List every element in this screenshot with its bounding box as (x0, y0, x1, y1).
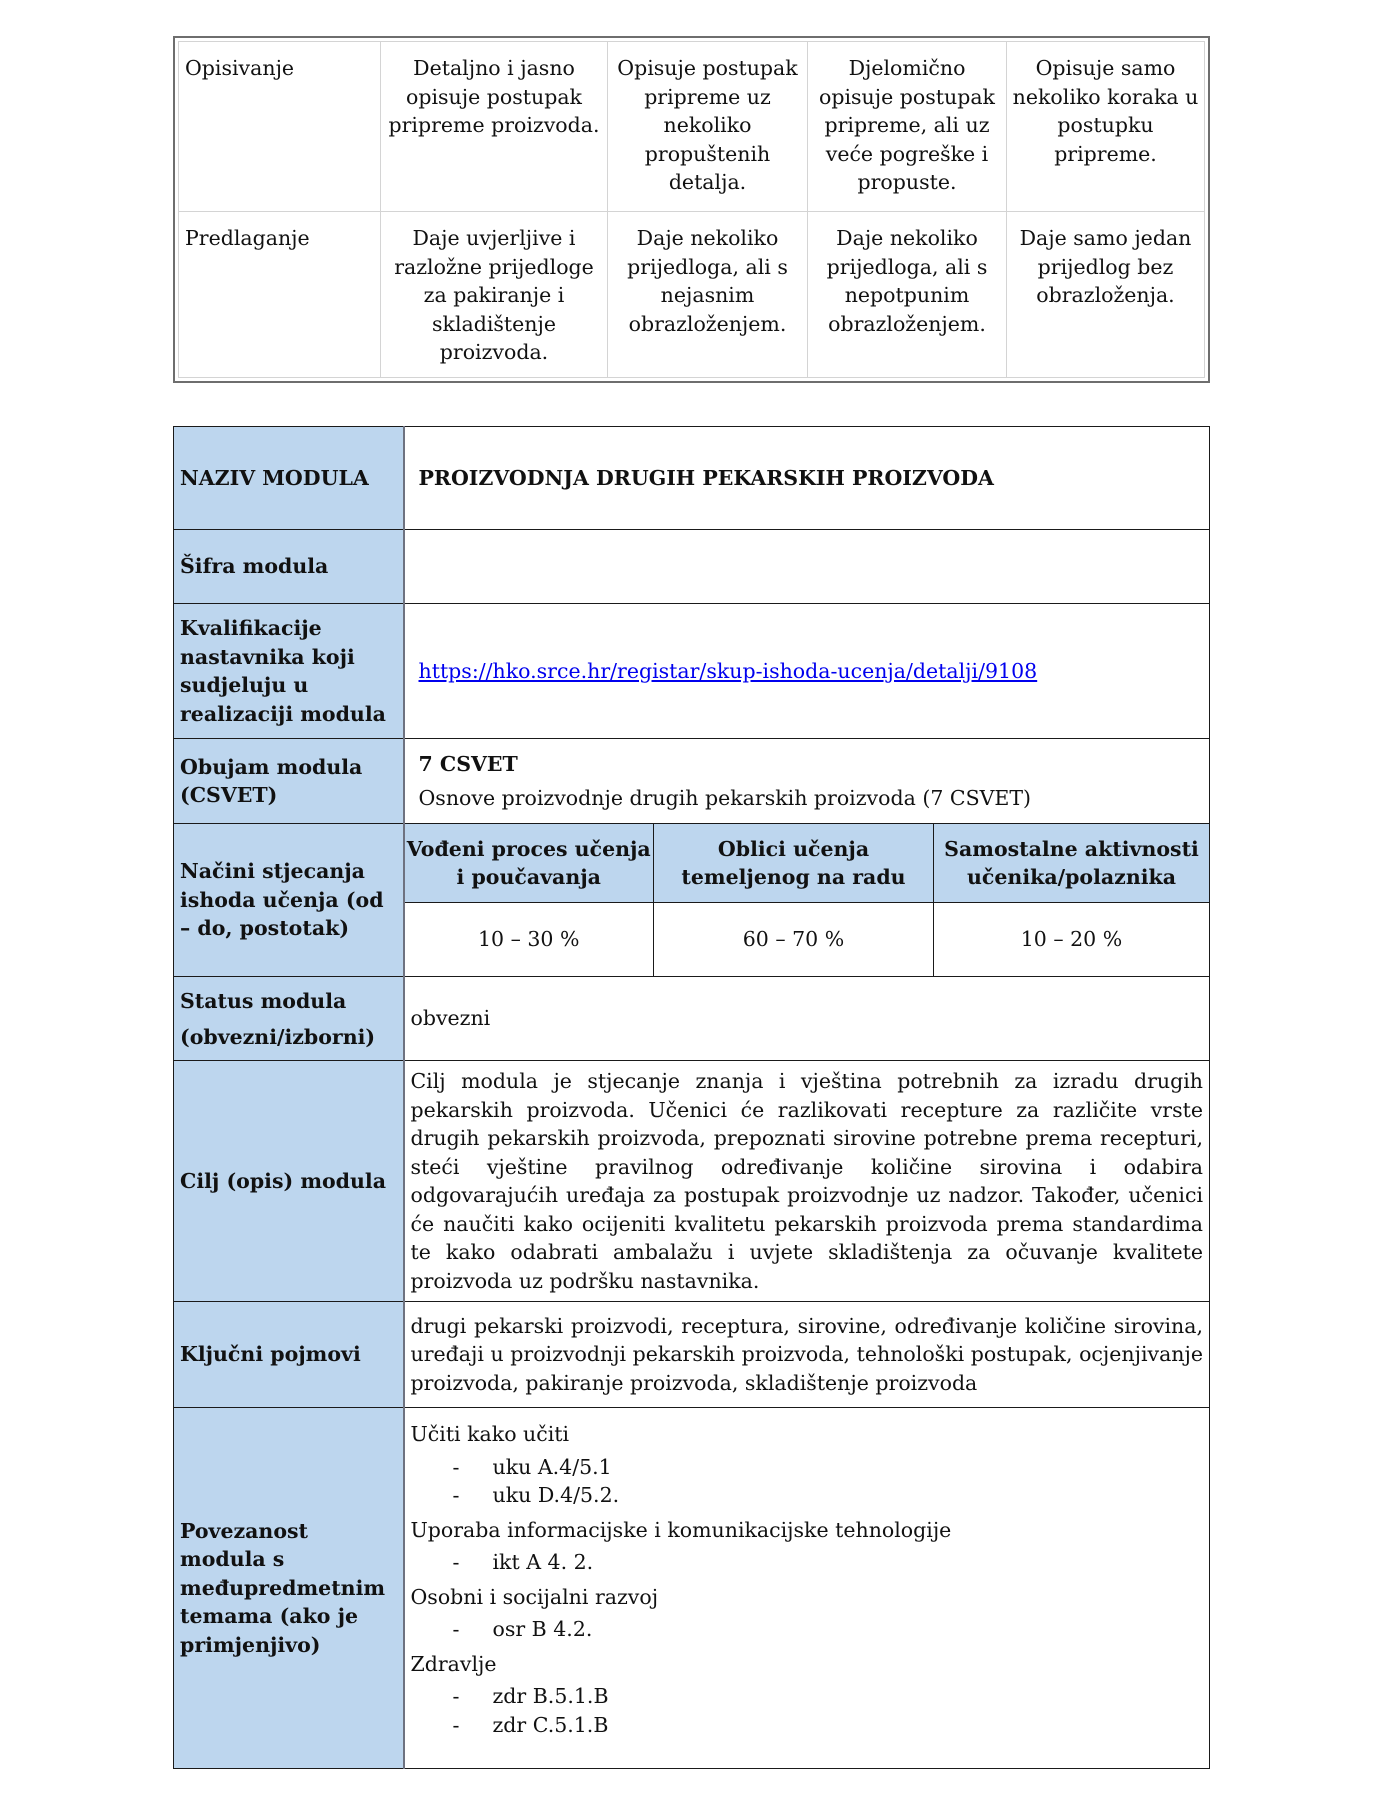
label-key-terms: Ključni pojmovi (174, 1302, 404, 1408)
label-cross-curricular: Povezanost modula s međupredmetnim temama (ako je primjenjivo) (174, 1408, 404, 1769)
rubric-level-poor: Opisuje samo nekoliko koraka u postupku pripreme. (1007, 42, 1205, 212)
module-code-value (404, 530, 1210, 604)
topic-item: - uku A.4/5.1 (452, 1454, 612, 1479)
method-header-work-based: Oblici učenja temeljenog na radu (654, 824, 934, 903)
rubric-level-poor: Daje samo jedan prijedlog bez obrazloženja. (1007, 212, 1205, 378)
learning-methods-header (405, 824, 1210, 903)
topic-title: Uporaba informacijske i komunikacijske tehnologije (410, 1517, 952, 1542)
learning-methods-values (405, 903, 1210, 977)
volume-total: 7 CSVET (418, 751, 518, 776)
module-table (173, 426, 1210, 1769)
topic-items (411, 1682, 1204, 1739)
topic-title: Učiti kako učiti (410, 1422, 570, 1446)
row-module-volume (174, 739, 1210, 824)
row-module-code (174, 530, 1210, 604)
topic-title: Zdravlje (410, 1651, 497, 1676)
topic-items (411, 1453, 1204, 1510)
label-module-name: NAZIV MODULA (174, 427, 404, 530)
rubric-level-fair: Daje nekoliko prijedloga, ali s nepotpunim obrazloženjem. (808, 212, 1007, 378)
rubric-level-fair: Djelomično opisuje postupak pripreme, ali uz veće pogreške i propuste. (808, 42, 1007, 212)
label-teacher-qualifications: Kvalifikacije nastavnika koji sudjeluju u realizaciji modula (174, 604, 404, 739)
topic-items (411, 1548, 1204, 1577)
rubric-table (173, 36, 1210, 383)
rubric-level-excellent: Detaljno i jasno opisuje postupak pripreme proizvoda. (381, 42, 608, 212)
label-module-status: Status modula (obvezni/izborni) (174, 977, 404, 1061)
rubric-row-opisivanje (179, 42, 1205, 212)
method-value-independent: 10 – 20 % (1020, 927, 1123, 952)
volume-detail: Osnove proizvodnje drugih pekarskih proizvoda (7 CSVET) (418, 786, 1032, 810)
rubric-criterion: Opisivanje (179, 42, 381, 212)
row-teacher-qualifications (174, 604, 1210, 739)
row-learning-methods (174, 824, 1210, 977)
topic-item: - zdr B.5.1.B (452, 1684, 609, 1708)
topic-items (411, 1615, 1204, 1644)
key-terms-value: drugi pekarski proizvodi, receptura, sirovine, određivanje količine sirovina, uređaji u proizvodnji pekarskih proizvoda, tehnološki postupak, ocjenjivanje proizvoda, pakiranje proizvoda, skladištenje proizvoda (404, 1302, 1210, 1408)
rubric-level-good: Daje nekoliko prijedloga, ali s nejasnim obrazloženjem. (608, 212, 808, 378)
label-learning-methods: Načini stjecanja ishoda učenja (od – do, postotak) (174, 824, 404, 977)
row-module-name (174, 427, 1210, 530)
module-status-value: obvezni (404, 977, 1210, 1061)
row-cross-curricular (174, 1408, 1210, 1769)
topic-item: - zdr C.5.1.B (452, 1712, 609, 1737)
label-module-volume: Obujam modula (CSVET) (174, 739, 404, 824)
rubric-level-excellent: Daje uvjerljive i razložne prijedloge za pakiranje i skladištenje proizvoda. (381, 212, 608, 378)
topic-item: - osr B 4.2. (452, 1617, 593, 1641)
method-header-independent: Samostalne aktivnosti učenika/polaznika (934, 824, 1210, 903)
rubric-criterion: Predlaganje (179, 212, 381, 378)
label-module-goal: Cilj (opis) modula (174, 1061, 404, 1302)
method-value-work-based: 60 – 70 % (654, 903, 934, 977)
topic-title: Osobni i socijalni razvoj (410, 1584, 659, 1609)
module-name-value: PROIZVODNJA DRUGIH PEKARSKIH PROIZVODA (404, 427, 1210, 530)
method-header-guided: Vođeni proces učenja i poučavanja (405, 824, 654, 903)
row-module-goal (174, 1061, 1210, 1302)
row-key-terms (174, 1302, 1210, 1408)
rubric-level-good: Opisuje postupak pripreme uz nekoliko propuštenih detalja. (608, 42, 808, 212)
rubric-row-predlaganje (179, 212, 1205, 378)
topic-item: - uku D.4/5.2. (452, 1483, 620, 1507)
row-module-status (174, 977, 1210, 1061)
topic-item: - ikt A 4. 2. (452, 1550, 594, 1574)
method-value-guided: 10 – 30 % (405, 903, 654, 977)
learning-methods-subtable (405, 824, 1210, 976)
module-goal-value: Cilj modula je stjecanje znanja i vještina potrebnih za izradu drugih pekarskih proizvoda. Učenici će razlikovati recepture za različite vrste drugih pekarskih proizvoda, prepoznati sirovine potrebne prema recepturi, steći vještine pravilnog određivanje količine sirovina i odabira odgovarajućih uređaja za postupak proizvodnje uz nadzor. Također, učenici će naučiti kako ocijeniti kvalitetu pekarskih proizvoda prema standardima te kako odabrati ambalažu i uvjete skladištenja za očuvanje kvalitete proizvoda uz podršku nastavnika. (404, 1061, 1210, 1302)
qualifications-link[interactable]: https://hko.srce.hr/registar/skup-ishoda-ucenja/detalji/9108 (418, 658, 1038, 683)
label-module-code: Šifra modula (174, 530, 404, 604)
